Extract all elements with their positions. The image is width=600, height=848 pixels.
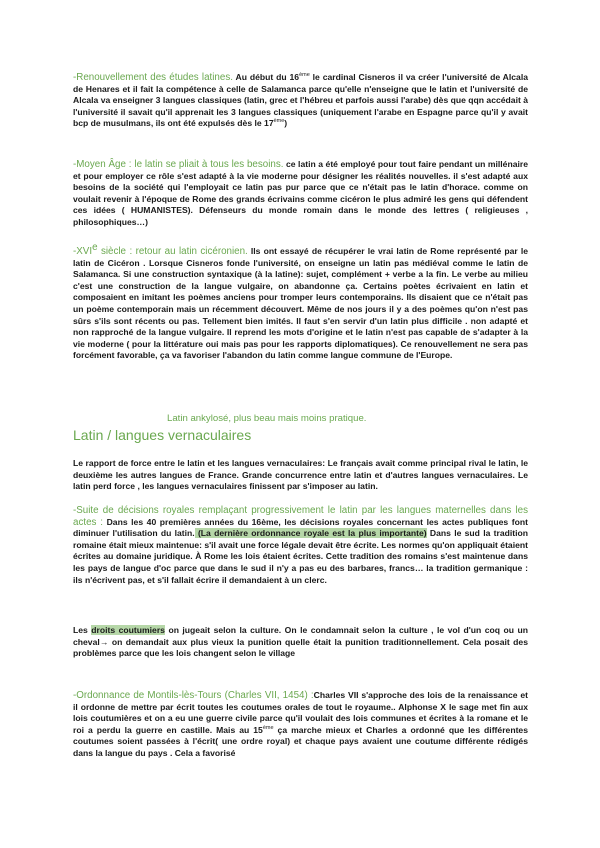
text: on jugeait selon la culture. On le condamnait selon la culture , le vol d'un coq ou un cheval→ on demandait aux plus vieux la punition quelle était la punition traditionnellement. Cela posait des problèmes parce que les lois changent selon le village xyxy=(73,625,528,659)
heading-moyen-age: -Moyen Âge : le latin se pliait à tous les besoins. xyxy=(73,159,284,170)
text: Dans le sud la tradition romaine était mieux maintenue: s'il avait une force légale devait être écrite. Les normes qu'on appliquait étaient écrites au domaine juridique. À Rome les lois étaient écrites. Cette tradition des romains s'est maintenue dans les pays de langue d'oc parce que dans le sud il n'y a pas eu des barbares, francs… la tradition germanique : ils n'écrivent pas, et s'il fallait écrire il demandaient à un clerc. xyxy=(73,528,528,585)
heading-ordonnance: -Ordonnance de Montils-lès-Tours (Charles VII, 1454) : xyxy=(73,690,314,701)
superscript: ème xyxy=(262,724,274,731)
section-title: Latin / langues vernaculaires xyxy=(73,427,252,443)
paragraph-xvi-siecle xyxy=(73,242,528,362)
paragraph-decisions-royales xyxy=(73,505,528,586)
superscript: ème xyxy=(299,72,310,79)
highlighted-text: droits coutumiers xyxy=(91,625,165,635)
paragraph-ordonnance xyxy=(73,690,528,760)
heading-decisions: -Suite de décisions royales remplaçant progressivement le latin par les langues maternelles dans les actes : xyxy=(73,505,528,528)
text: Le rapport de force entre le latin et les langues vernaculaires: Le français avait comme principal rival le latin, le deuxième les autres langues de France. Grande concurrence entre latin et d'autres langues vernaculaires. Le latin perd force , les langues vernaculaires finissent par s'imposer au latin. xyxy=(73,458,528,492)
text: Charles VII s'approche des lois de la renaissance et il ordonne de mettre par écrit toutes les coutumes orales de tout le royaume.. Alphonse X le sage met fin aux lois coutumières et on a eu une guerre civile parce qu'il voulait des lois communes et écrites à la romane et le roi a perdu la guerre en castille. Mais au 15 xyxy=(73,690,528,735)
paragraph-droits-coutumiers xyxy=(73,625,528,660)
paragraph-moyen-age xyxy=(73,159,528,229)
heading-renouvellement: -Renouvellement des études latines. xyxy=(73,72,233,83)
highlighted-text: (La dernière ordonnance royale est la plus importante) xyxy=(194,528,427,539)
text: Les xyxy=(73,625,92,635)
heading-xvi: -XVI xyxy=(73,246,93,257)
text: Au début du 16 xyxy=(232,72,300,82)
text: le cardinal Cisneros il va créer l'université de Alcala de Henares et il fait la compétence à celle de Salamanca parce qu'elle n'enseigne que le latin et l'université de Alcala va enseigner 3 langues classiques (latin, grec et l'hébreu et parfois aussi l'arabe) dès que qqn accédait à l'université il savait qu'il apprenait les 3 langues classiques (uniquement l'arabe en Espagne parce qu'il y avait bcp de musulmans, ils ont été expulsés dès le 17 xyxy=(73,72,528,129)
paragraph-rapport-force xyxy=(73,458,528,493)
text: Ils ont essayé de récupérer le vrai latin de Rome représenté par le latin de Cicéron . Lorsque Cisneros fonde l'université, on enseigne un latin pas médiéval comme le latin de Salamanca. Si une construction syntaxique (à la latine): sujet, complément + verbe a la fin. Le verbe au milieu c'est une construction de la langue vulgaire, on abandonne ça. Certains poètes écrivaient en latin et composaient en imitant les poèmes anciens pour tromper leurs contemporains. Ils disaient que ce n'était pas un poème contemporain mais un récemment découvert. Même de nos jours il y a des poèmes qu'on n'est pas sûrs s'ils sont récents ou pas. Tellement bien imités. Il faut s'en servir d'un latin plus difficile . non adapté et non rapproché de la langue vulgaire. Il reprend les mots d'origine et le latin n'est pas capable de s'adapter à la vie moderne ( pour la littérature oui mais pas pour les rapports diplomatiques). Ce renouvellement ne sera pas forcément favorable, ça va favoriser l'abandon du latin comme langue commune de l'Europe. xyxy=(73,246,528,361)
text: ça marche mieux et Charles a ordonné que les différentes coutumes soient passées à l'écrit( une ordre royal) et chaque pays avaient une coutume différente rédigés dans la langue du pays . Cela a favorisé xyxy=(73,724,528,758)
superscript: ème xyxy=(273,118,285,125)
paragraph-renouvellement xyxy=(73,72,528,130)
heading-xvi-rest: siècle : retour au latin cicéronien. xyxy=(97,246,248,257)
text: ) xyxy=(284,118,288,129)
superscript: e xyxy=(92,242,98,254)
caption-latin-ankylose: Latin ankylosé, plus beau mais moins pratique. xyxy=(167,413,367,424)
text: Dans les 40 premières années du 16ème, les décisions royales concernant les actes publiques font diminuer l'utilisation du latin. xyxy=(73,516,528,539)
text: ce latin a été employé pour tout faire pendant un millénaire et pour employer ce rôle s'est adapté à la vie moderne pour désigner les réalités nouvelles. il s'est adapté aux besoins de la société qui l'employait ce latin pas pur parce que ce n'était pas le latin d'horace. comme on voulait revenir à l'époque de Rome des grands écrivains comme cicéron le plus admiré les gens qui défendent ces idées ( HUMANISTES). Défenseurs du monde romain dans le monde des lettres ( religieuses , philosophiques…) xyxy=(73,159,528,227)
